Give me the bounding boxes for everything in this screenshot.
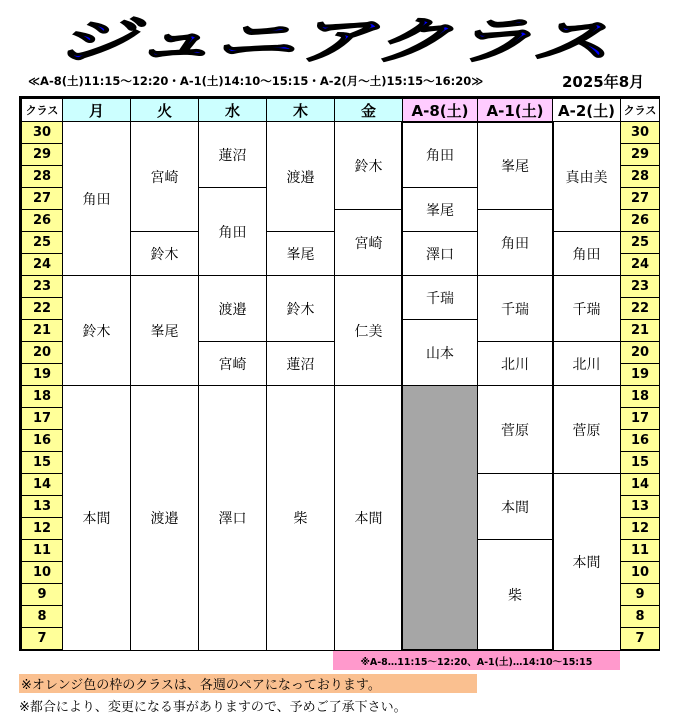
class-number-left: 20: [21, 341, 63, 364]
class-number-left: 26: [21, 209, 63, 232]
class-number-left: 17: [21, 407, 63, 430]
class-number-right: 22: [620, 297, 660, 320]
class-number-right: 30: [620, 121, 660, 144]
mon-slot-2: 鈴木: [62, 275, 131, 386]
header-fri: 金: [334, 98, 403, 122]
header-a1: A-1(土): [477, 98, 553, 122]
class-number-left: 14: [21, 473, 63, 496]
class-number-left: 7: [21, 627, 63, 650]
tue-slot-1: 宮崎: [130, 121, 199, 232]
saturday-columns-outline: [401, 121, 554, 651]
class-number-right: 9: [620, 583, 660, 606]
class-number-right: 11: [620, 539, 660, 562]
class-number-right: 12: [620, 517, 660, 540]
class-number-left: 11: [21, 539, 63, 562]
thu-slot-2: 峯尾: [266, 231, 335, 276]
a1-slot-5: 菅原: [477, 385, 553, 474]
a2-slot-5: 菅原: [552, 385, 621, 474]
class-number-left: 29: [21, 143, 63, 166]
a2-slot-4: 北川: [552, 341, 621, 386]
class-number-left: 19: [21, 363, 63, 386]
tue-slot-2: 鈴木: [130, 231, 199, 276]
wed-slot-2: 角田: [198, 187, 267, 276]
a8-slot-2: 峯尾: [402, 187, 478, 232]
a8-slot-5: 山本: [402, 319, 478, 386]
class-number-left: 8: [21, 605, 63, 628]
a8-slot-1: 角田: [402, 121, 478, 188]
a2-slot-3: 千瑞: [552, 275, 621, 342]
note-orange-frame: ※オレンジ色の枠のクラスは、各週のペアになっております。: [19, 674, 477, 693]
tue-slot-4: 渡邉: [130, 385, 199, 651]
class-number-right: 24: [620, 253, 660, 276]
class-number-right: 23: [620, 275, 660, 298]
header-a2: A-2(土): [552, 98, 621, 122]
class-number-right: 18: [620, 385, 660, 408]
class-number-left: 27: [21, 187, 63, 210]
a1-slot-4: 北川: [477, 341, 553, 386]
header-mon: 月: [62, 98, 131, 122]
wed-slot-3: 渡邉: [198, 275, 267, 342]
class-number-right: 10: [620, 561, 660, 584]
header-class-left: クラス: [21, 98, 63, 122]
header-a8: A-8(土): [402, 98, 478, 122]
thu-slot-4: 蓮沼: [266, 341, 335, 386]
year-month-label: 2025年8月: [562, 73, 645, 91]
title-text: ジュニアクラス: [55, 12, 611, 70]
class-number-right: 25: [620, 231, 660, 254]
class-number-left: 12: [21, 517, 63, 540]
wed-slot-5: 澤口: [198, 385, 267, 651]
time-note: ※A-8…11:15～12:20、A-1(土)…14:10～15:15: [333, 651, 620, 670]
mon-slot-1: 角田: [62, 121, 131, 276]
fri-slot-3: 仁美: [334, 275, 403, 386]
class-number-right: 8: [620, 605, 660, 628]
thu-slot-5: 柴: [266, 385, 335, 651]
class-number-right: 26: [620, 209, 660, 232]
a1-slot-3: 千瑞: [477, 275, 553, 342]
class-number-right: 7: [620, 627, 660, 650]
header-class-right: クラス: [620, 98, 660, 122]
a2-slot-2: 角田: [552, 231, 621, 276]
a2-slot-1: 真由美: [552, 121, 621, 232]
class-number-left: 28: [21, 165, 63, 188]
class-number-left: 13: [21, 495, 63, 518]
tue-slot-3: 峯尾: [130, 275, 199, 386]
class-number-right: 17: [620, 407, 660, 430]
a8-slot-4: 千瑞: [402, 275, 478, 320]
schedule-grid: [19, 96, 660, 651]
class-number-left: 23: [21, 275, 63, 298]
fri-slot-4: 本間: [334, 385, 403, 651]
header-wed: 水: [198, 98, 267, 122]
class-number-left: 18: [21, 385, 63, 408]
fri-slot-1: 鈴木: [334, 121, 403, 210]
class-number-right: 27: [620, 187, 660, 210]
a2-slot-6: 本間: [552, 473, 621, 651]
class-number-left: 15: [21, 451, 63, 474]
class-number-left: 25: [21, 231, 63, 254]
wed-slot-4: 宮崎: [198, 341, 267, 386]
header-thu: 木: [266, 98, 335, 122]
class-number-right: 14: [620, 473, 660, 496]
class-number-right: 29: [620, 143, 660, 166]
page-title: [0, 0, 682, 70]
class-number-left: 9: [21, 583, 63, 606]
class-number-right: 15: [620, 451, 660, 474]
a8-slot-3: 澤口: [402, 231, 478, 276]
thu-slot-3: 鈴木: [266, 275, 335, 342]
class-number-left: 30: [21, 121, 63, 144]
class-number-right: 13: [620, 495, 660, 518]
thu-slot-1: 渡邉: [266, 121, 335, 232]
class-number-right: 20: [620, 341, 660, 364]
a1-slot-7: 柴: [477, 539, 553, 651]
a1-slot-1: 峯尾: [477, 121, 553, 210]
class-number-left: 10: [21, 561, 63, 584]
class-number-right: 28: [620, 165, 660, 188]
class-number-left: 22: [21, 297, 63, 320]
class-number-left: 21: [21, 319, 63, 342]
fri-slot-2: 宮崎: [334, 209, 403, 276]
class-number-right: 19: [620, 363, 660, 386]
class-number-left: 16: [21, 429, 63, 452]
schedule-times-subtitle: ≪A-8(土)11:15～12:20・A-1(土)14:10～15:15・A-2(月～土)15:15～16:20≫: [28, 74, 484, 88]
wed-slot-1: 蓮沼: [198, 121, 267, 188]
a1-slot-2: 角田: [477, 209, 553, 276]
class-number-left: 24: [21, 253, 63, 276]
header-tue: 火: [130, 98, 199, 122]
class-number-right: 21: [620, 319, 660, 342]
mon-slot-3: 本間: [62, 385, 131, 651]
a1-slot-6: 本間: [477, 473, 553, 540]
note-subject-to-change: ※都合により、変更になる事がありますので、予めご了承下さい。: [19, 700, 407, 715]
class-number-right: 16: [620, 429, 660, 452]
